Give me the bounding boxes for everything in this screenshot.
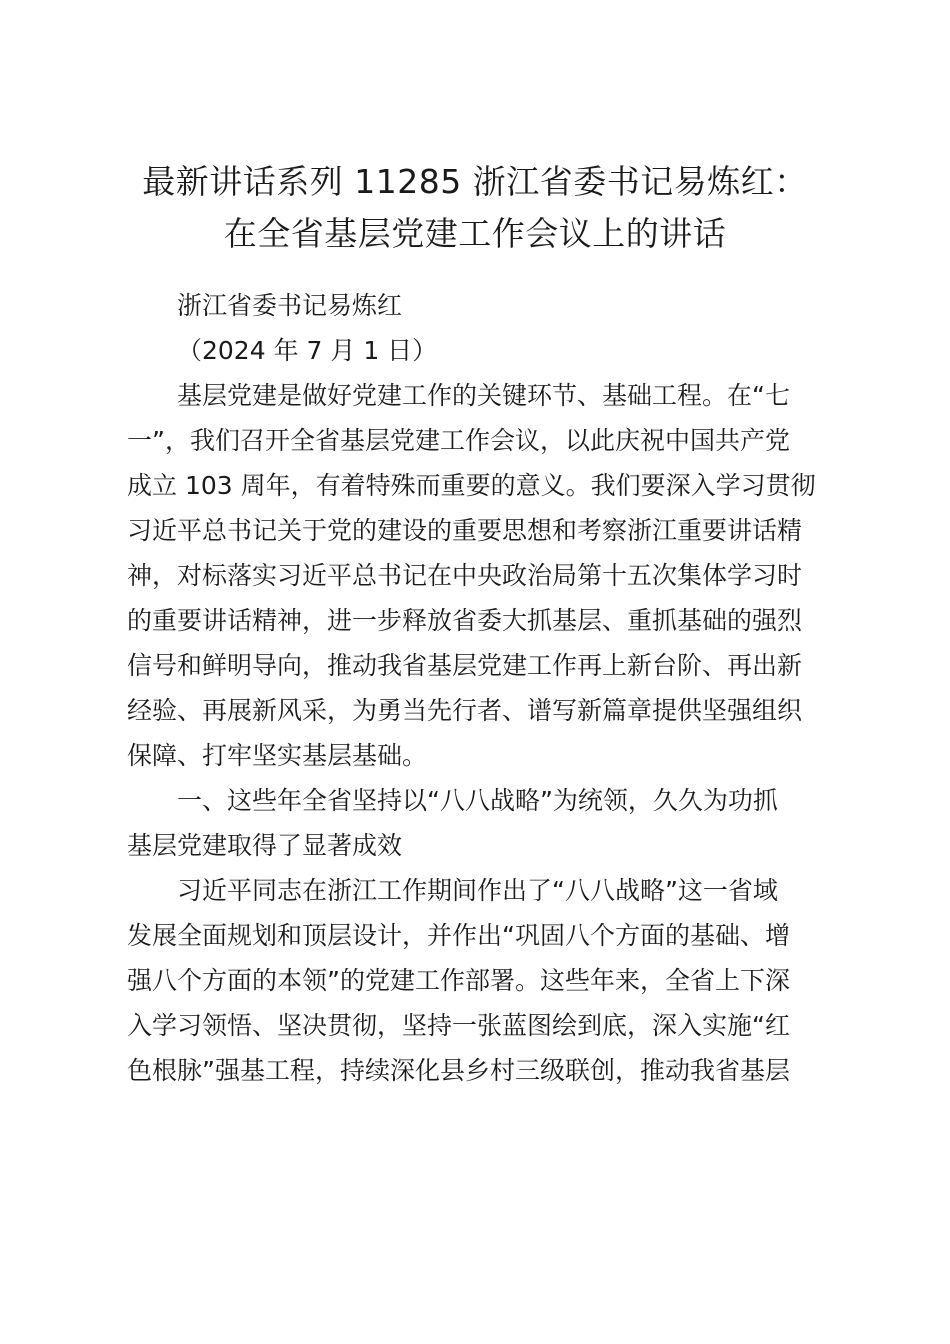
paragraph-line: 的重要讲话精神，进一步释放省委大抓基层、重抓基础的强烈 xyxy=(127,606,803,635)
paragraph-line: 入学习领悟、坚决贯彻，坚持一张蓝图绘到底，深入实施“红 xyxy=(127,1011,790,1040)
document-body xyxy=(127,283,837,1093)
paragraph-line: 习近平同志在浙江工作期间作出了“八八战略”这一省域 xyxy=(177,876,778,905)
paragraph-line: 神，对标落实习近平总书记在中央政治局第十五次集体学习时 xyxy=(127,561,803,590)
paragraph-line: 强八个方面的本领”的党建工作部署。这些年来，全省上下深 xyxy=(127,966,790,995)
paragraph-line: 信号和鲜明导向，推动我省基层党建工作再上新台阶、再出新 xyxy=(127,651,803,680)
document-title-line-1: 最新讲话系列 11285 浙江省委书记易炼红： xyxy=(142,162,808,201)
paragraph-line: 保障、打牢坚实基层基础。 xyxy=(127,741,428,770)
paragraph-line: 一”，我们召开全省基层党建工作会议，以此庆祝中国共产党 xyxy=(127,426,790,455)
section-heading-line: 一、这些年全省坚持以“八八战略”为统领，久久为功抓 xyxy=(177,786,778,815)
paragraph-line: 成立 103 周年，有着特殊而重要的意义。我们要深入学习贯彻 xyxy=(127,471,816,500)
paragraph-line: 发展全面规划和顶层设计，并作出“巩固八个方面的基础、增 xyxy=(127,921,790,950)
section-heading-line: 基层党建取得了显著成效 xyxy=(127,831,403,860)
paragraph-line: 色根脉”强基工程，持续深化县乡村三级联创，推动我省基层 xyxy=(127,1056,790,1085)
document-title-line-2: 在全省基层党建工作会议上的讲话 xyxy=(223,214,727,253)
paragraph-line: 习近平总书记关于党的建设的重要思想和考察浙江重要讲话精 xyxy=(127,516,803,545)
author-line: 浙江省委书记易炼红 xyxy=(177,291,403,320)
paragraph-line: 经验、再展新风采，为勇当先行者、谱写新篇章提供坚强组织 xyxy=(127,696,803,725)
date-line: （2024 年 7 月 1 日） xyxy=(177,336,438,365)
paragraph-line: 基层党建是做好党建工作的关键环节、基础工程。在“七 xyxy=(177,381,790,410)
